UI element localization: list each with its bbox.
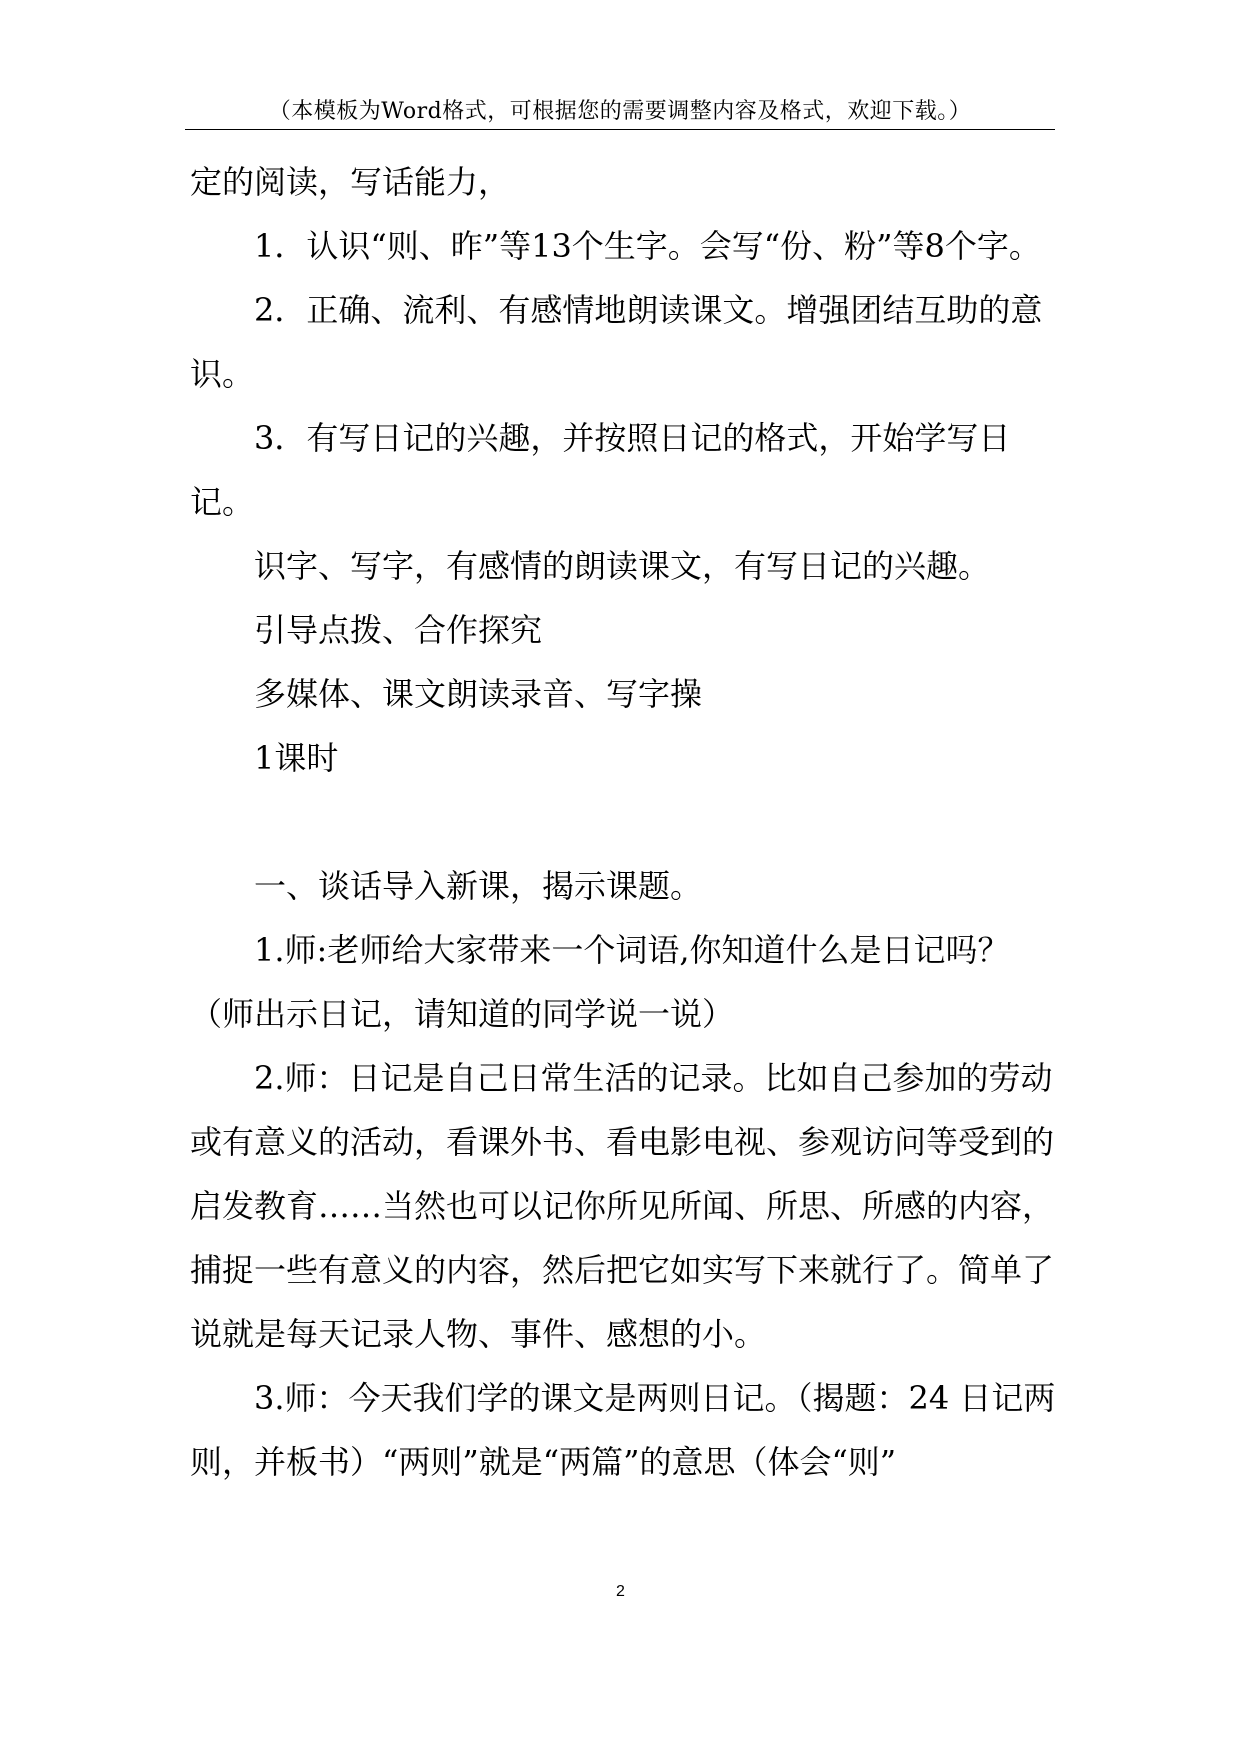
paragraph-step-1: 1.师:老师给大家带来一个词语,你知道什么是日记吗？（师出示日记，请知道的同学说一说） (190, 931, 1010, 1033)
paragraph-spacer (190, 790, 1060, 854)
paragraph-step-3: 3.师：今天我们学的课文是两则日记。（揭题：24 日记两则，并板书）“两则”就是“两篇”的意思（体会“则” (190, 1379, 1056, 1481)
paragraph-teaching-method: 引导点拨、合作探究 (254, 611, 543, 649)
paragraph-teaching-aids: 多媒体、课文朗读录音、写字操 (254, 675, 703, 713)
page-number: 2 (616, 1583, 625, 1600)
header-rule (185, 129, 1055, 130)
paragraph-reading-ability: 定的阅读，写话能力， (190, 163, 511, 201)
paragraph-class-hours: 1课时 (254, 739, 339, 777)
document-body (190, 150, 1060, 1494)
paragraph-objective-1: 1．认识“则、昨”等13个生字。会写“份、粉”等8个字。 (254, 227, 1041, 265)
paragraph-key-points: 识字、写字，有感情的朗读课文，有写日记的兴趣。 (254, 547, 991, 585)
header-note: （本模板为Word格式，可根据您的需要调整内容及格式，欢迎下载。） (268, 99, 972, 124)
paragraph-step-2: 2.师：日记是自己日常生活的记录。比如自己参加的劳动或有意义的活动，看课外书、看电影电视、参观访问等受到的启发教育……当然也可以记你所见所闻、所思、所感的内容，捕捉一些有意义的内容，然后把它如实写下来就行了。简单了说就是每天记录人物、事件、感想的小。 (190, 1059, 1055, 1353)
paragraph-objective-3: 3．有写日记的兴趣，并按照日记的格式，开始学写日记。 (190, 419, 1011, 521)
paragraph-section-heading: 一、谈话导入新课，揭示课题。 (254, 867, 703, 905)
paragraph-objective-2: 2．正确、流利、有感情地朗读课文。增强团结互助的意识。 (190, 291, 1043, 393)
